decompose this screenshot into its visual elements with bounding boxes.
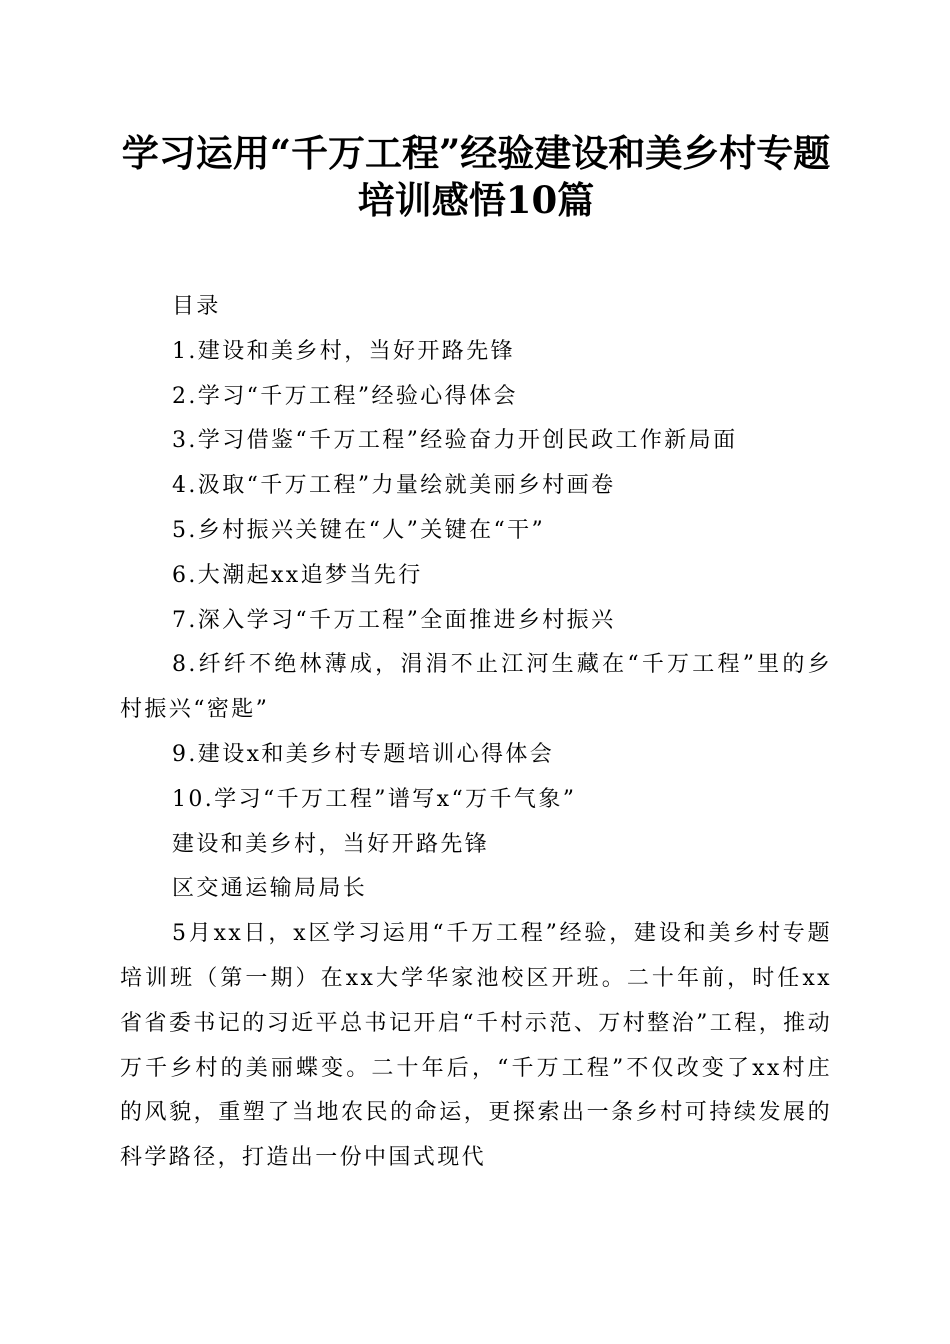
- toc-item-6: 6.大潮起xx追梦当先行: [172, 562, 423, 588]
- toc-item-3: 3.学习借鉴“千万工程”经验奋力开创民政工作新局面: [172, 428, 738, 454]
- body-paragraph: 5月xx日，x区学习运用“千万工程”经验，建设和美乡村专题培训班（第一期）在xx大学华家池校区开班。二十年前，时任xx省省委书记的习近平总书记开启“千村示范、万村整治”工程，推动万千乡村的美丽蝶变。二十年后，“千万工程”不仅改变了xx村庄的风貌，重塑了当地农民的命运，更探索出一条乡村可持续发展的科学路径，打造出一份中国式现代: [120, 921, 832, 1171]
- toc-item-7: 7.深入学习“千万工程”全面推进乡村振兴: [172, 607, 616, 633]
- title-line-1: 学习运用“千万工程”经验建设和美乡村专题: [121, 131, 831, 175]
- article-author: 区交通运输局局长: [172, 876, 368, 902]
- toc-item-1: 1.建设和美乡村，当好开路先锋: [172, 338, 515, 364]
- document-body: [120, 285, 832, 1181]
- toc-heading: 目录: [172, 294, 221, 319]
- toc-item-5: 5.乡村振兴关键在“人”关键在“干”: [172, 517, 546, 543]
- article-title: 建设和美乡村，当好开路先锋: [172, 831, 490, 857]
- title-line-2: 培训感悟10篇: [357, 178, 595, 222]
- toc-item-4: 4.汲取“千万工程”力量绘就美丽乡村画卷: [172, 473, 616, 499]
- document-page: [120, 130, 832, 1181]
- toc-item-9: 9.建设x和美乡村专题培训心得体会: [172, 741, 555, 767]
- document-title: [120, 130, 832, 224]
- toc-item-8: 8.纤纤不绝林薄成，涓涓不止江河生藏在“千万工程”里的乡村振兴“密匙”: [120, 652, 832, 723]
- toc-item-10: 10.学习“千万工程”谱写x“万千气象”: [172, 786, 577, 812]
- toc-item-2: 2.学习“千万工程”经验心得体会: [172, 383, 518, 409]
